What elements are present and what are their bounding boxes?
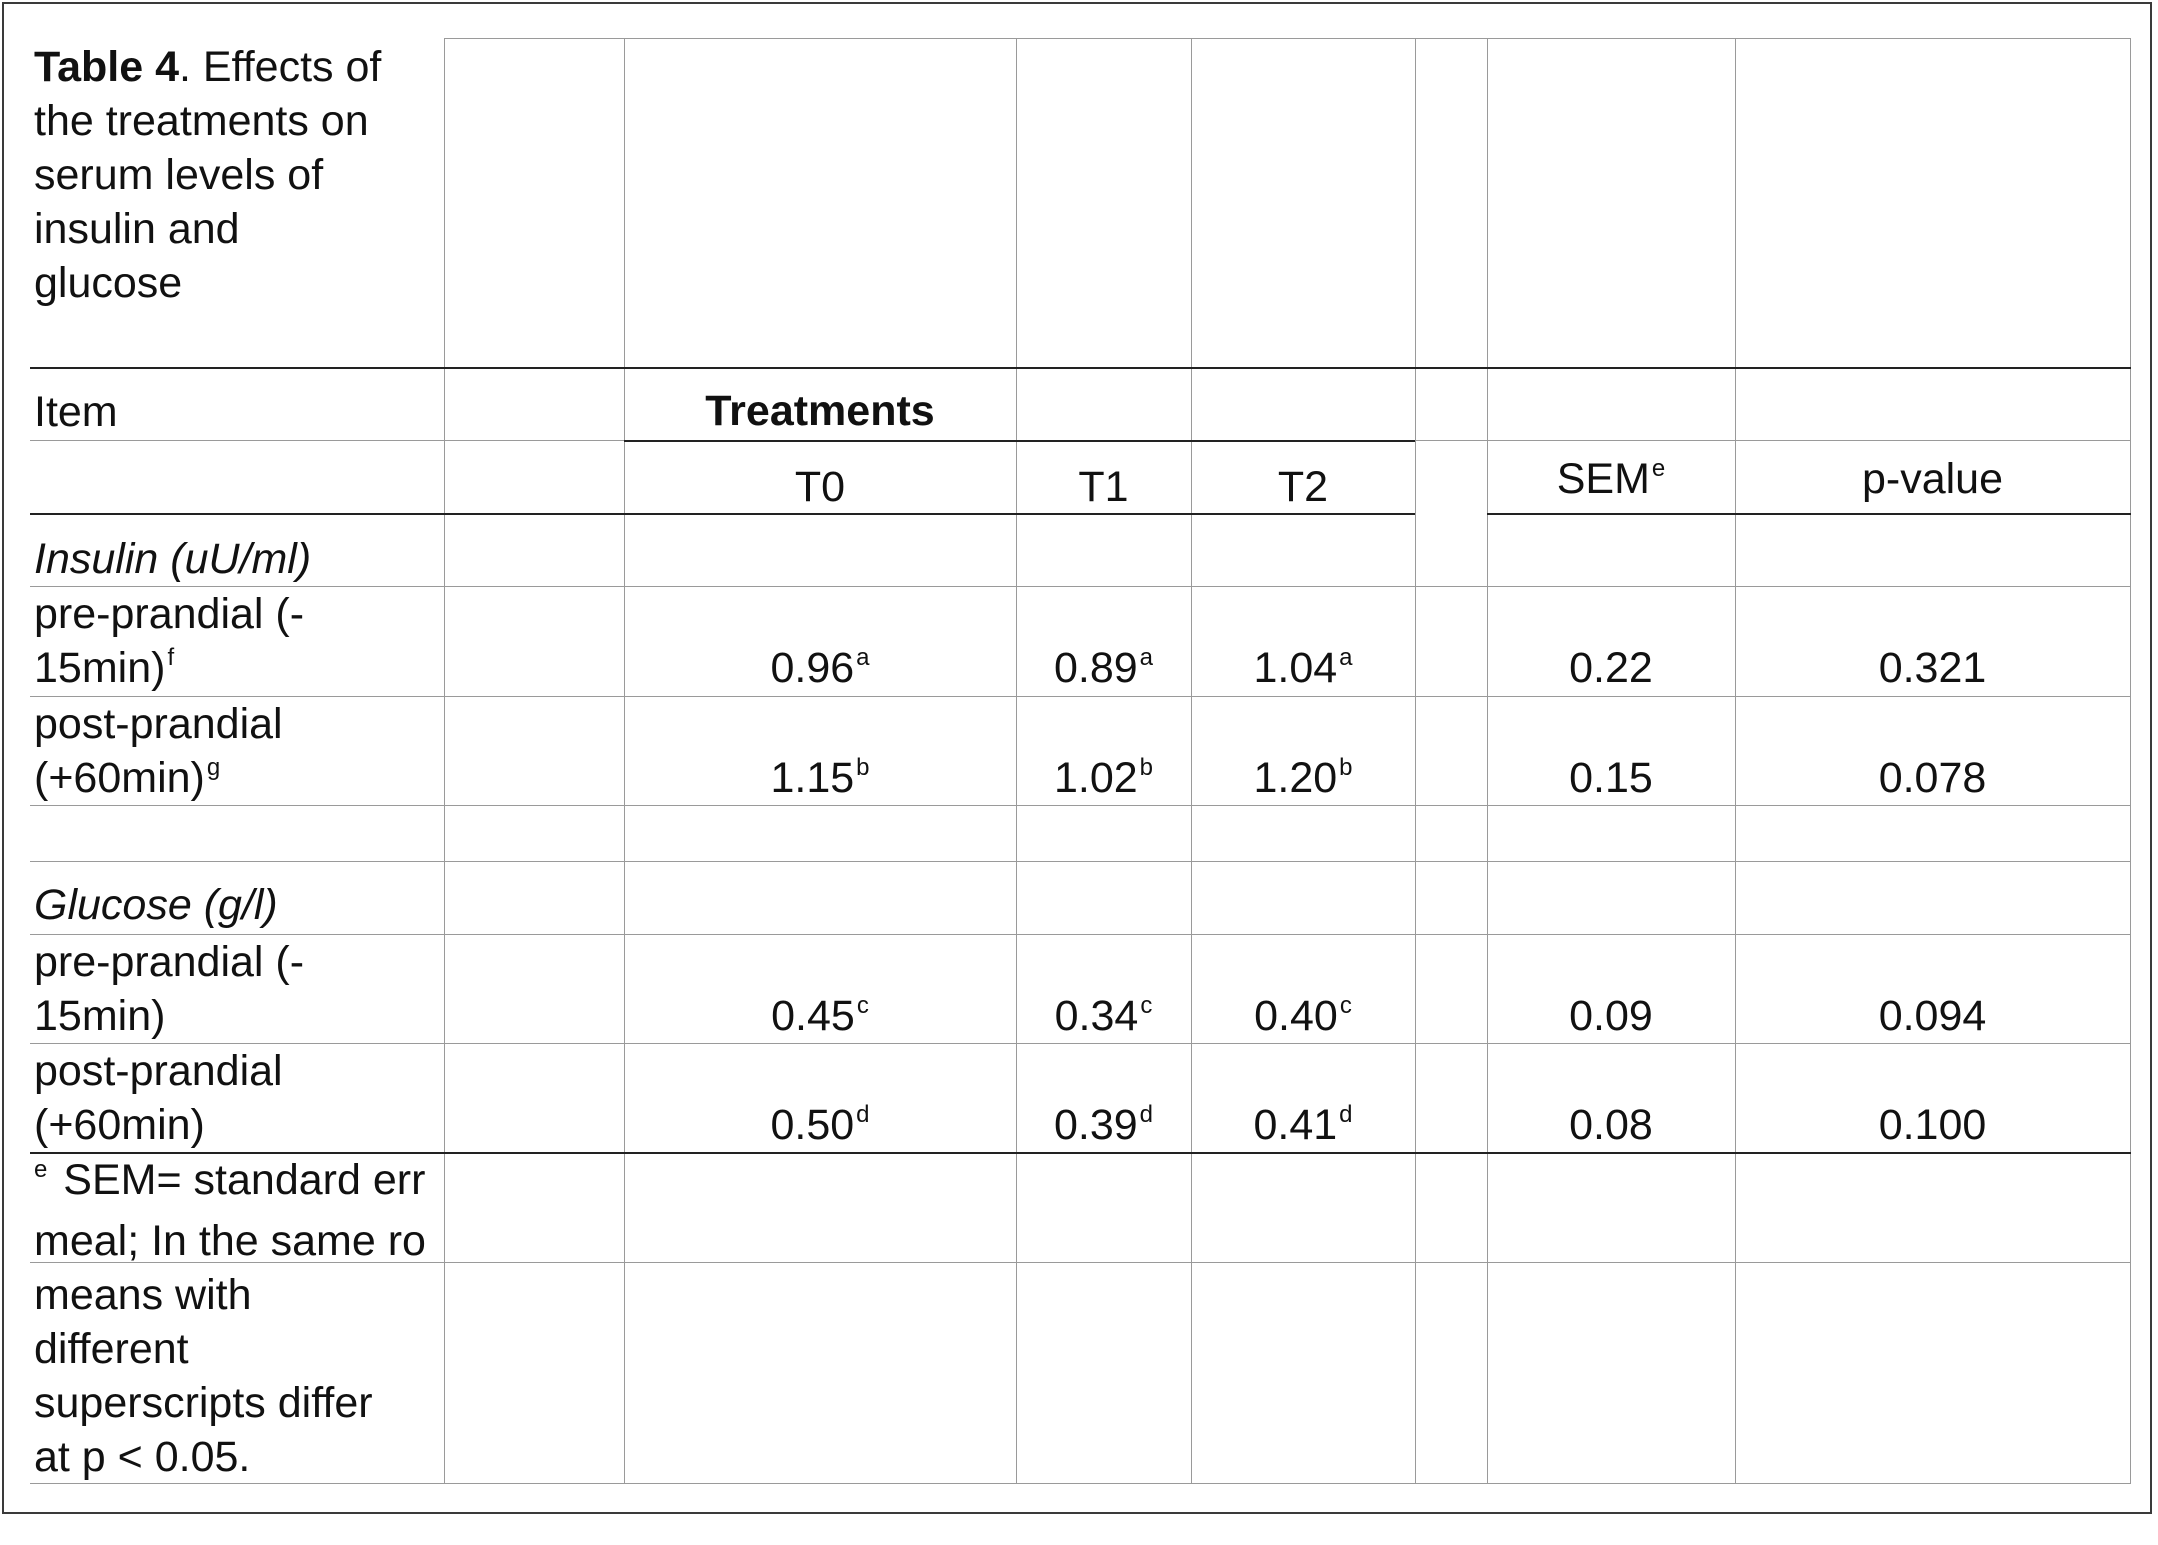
results-table — [30, 38, 2131, 1484]
rule-line — [1487, 513, 2131, 515]
cell-t1: 1.02$^b$ — [1053, 754, 1154, 802]
grid-line — [2130, 38, 2131, 1484]
cell-pvalue: 0.094 — [1878, 992, 1987, 1040]
caption-text: the treatments on — [34, 97, 369, 145]
caption-text: . Effects of — [178, 43, 382, 91]
caption-text: insulin and — [34, 205, 240, 253]
footnote-marker: e — [1651, 455, 1666, 482]
cell-t0: 1.15$^b$ — [770, 754, 870, 802]
cell-sem: 0.22 — [1569, 644, 1653, 692]
header-t0: T0 — [794, 463, 846, 511]
cell-t2: 0.40$^c$ — [1254, 992, 1352, 1040]
header-pvalue: p-value — [1861, 455, 2004, 503]
cell-t1: 0.39$^d$ — [1053, 1101, 1154, 1149]
cell-t2: 1.20$^b$ — [1253, 754, 1353, 802]
cell-pvalue: 0.078 — [1878, 754, 1987, 802]
cell-t1: 0.89$^a$ — [1053, 644, 1154, 692]
table-caption — [34, 40, 444, 310]
cell-sem: 0.08 — [1569, 1101, 1653, 1149]
cell-t1: 0.34$^c$ — [1054, 992, 1153, 1040]
grid-line — [30, 440, 624, 441]
cell-sem: 0.15 — [1569, 754, 1653, 802]
header-sem: SEM$^e$ — [1556, 455, 1666, 503]
row-label-insulin-post: post-prandial $(+60\min)^g$ — [34, 700, 283, 802]
row-label-glucose-post: post-prandial (+60min) — [34, 1047, 283, 1149]
grid-line — [1415, 38, 1416, 1484]
grid-line — [1415, 440, 2131, 441]
caption-label: Table 4 — [34, 43, 179, 91]
caption-text: glucose — [34, 259, 183, 307]
rule-line — [624, 440, 1415, 442]
header-treatments: Treatments — [705, 387, 935, 435]
table-footnote: $^e$ SEM= standard err meal; In the same ro means with different superscripts differ at p < 0.05. — [34, 1156, 426, 1481]
header-t2: T2 — [1277, 463, 1329, 511]
caption-text: serum levels of — [34, 151, 324, 199]
cell-pvalue: 0.321 — [1878, 644, 1987, 692]
footnote-marker: e — [34, 1156, 48, 1183]
row-label-insulin-pre: pre-prandial (- 15min)$^f$ — [34, 590, 305, 692]
cell-pvalue: 0.100 — [1878, 1101, 1987, 1149]
footnote-marker: f — [167, 644, 175, 671]
cell-sem: 0.09 — [1569, 992, 1653, 1040]
header-t1: T1 — [1078, 463, 1129, 511]
header-item: Item — [34, 388, 118, 436]
grid-line — [444, 38, 445, 1484]
footnote-marker: g — [206, 754, 221, 781]
grid-line — [30, 861, 2131, 862]
row-label-glucose-pre: pre-prandial (- 15min) — [34, 938, 305, 1040]
section-glucose: Glucose (g/l) — [34, 881, 278, 929]
rule-line — [30, 367, 2131, 369]
cell-t0: 0.50$^d$ — [770, 1101, 870, 1149]
cell-t2: 1.04$^a$ — [1253, 644, 1353, 692]
cell-t0: 0.45$^c$ — [771, 992, 869, 1040]
section-insulin: Insulin (uU/ml) — [34, 535, 312, 583]
grid-line — [444, 38, 2131, 39]
cell-t2: 0.41$^d$ — [1253, 1101, 1353, 1149]
cell-t0: 0.96$^a$ — [770, 644, 870, 692]
